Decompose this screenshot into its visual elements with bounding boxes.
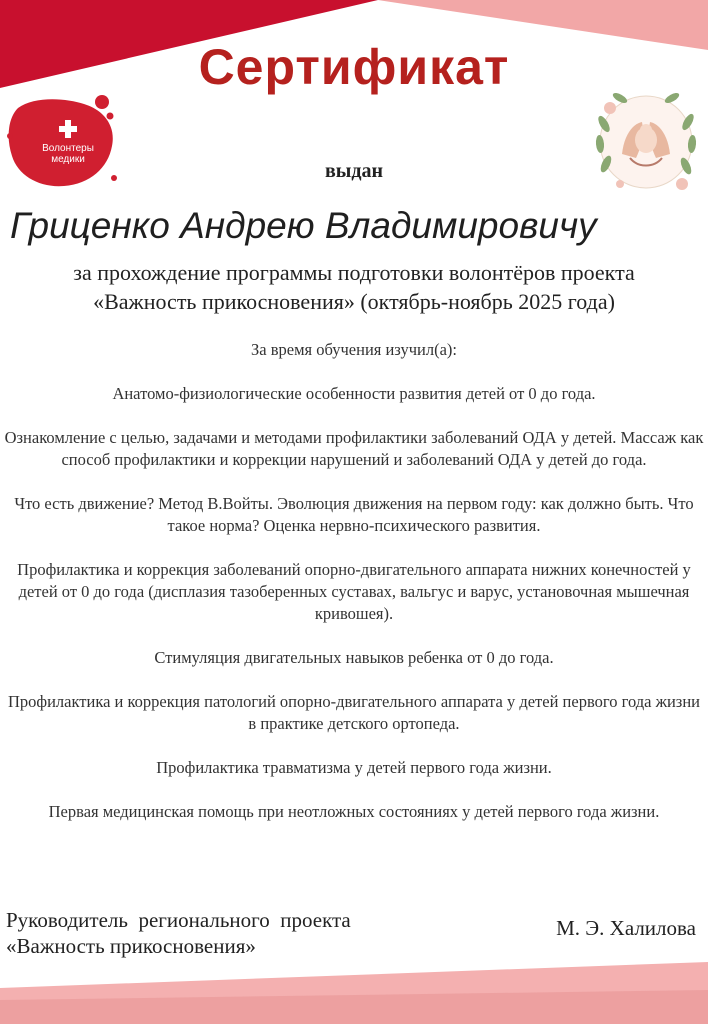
topic-item: Что есть движение? Метод В.Войты. Эволюция движения на первом году: как должно быть. Что такое норма? Оценка нервно-психического развития.: [14, 494, 694, 535]
topic-item: Профилактика травматизма у детей первого года жизни.: [156, 758, 552, 777]
topic-item: Профилактика и коррекция патологий опорно-двигательного аппарата у детей первого года жизни в практике детского ортопеда.: [7, 692, 700, 733]
signer-position-line-1: Руководитель регионального проекта: [6, 908, 351, 932]
course-topics: [4, 339, 704, 845]
certificate-title: Сертификат: [198, 39, 510, 95]
issued-label: выдан: [324, 160, 384, 182]
program-line-2: «Важность прикосновения» (октябрь-ноябрь 2025 года): [93, 289, 615, 314]
signer-position: [6, 907, 351, 959]
logo-text-line2: медики: [51, 154, 85, 165]
topic-item: Первая медицинская помощь при неотложных состояниях у детей первого года жизни.: [48, 802, 660, 821]
topic-item: Ознакомление с целью, задачами и методами профилактики заболеваний ОДА у детей. Массаж как способ профилактики и коррекции нарушений и заболеваний ОДА у детей до года.: [4, 428, 704, 469]
program-line-1: за прохождение программы подготовки волонтёров проекта: [73, 260, 635, 285]
signer-position-line-2: «Важность прикосновения»: [6, 934, 256, 958]
program-description: [0, 258, 708, 316]
recipient-name: Гриценко Андрею Владимировичу: [10, 205, 597, 246]
logo-text-line1: Волонтеры: [42, 143, 94, 154]
signer-name: М. Э. Халилова: [556, 916, 696, 940]
topic-item: Профилактика и коррекция заболеваний опорно-двигательного аппарата нижних конечностей у детей от 0 до года (дисплазия тазоберенных суставах, вальгус и варус, установочная мышечная кривошея).: [17, 560, 691, 623]
topic-item: Анатомо-физиологические особенности развития детей от 0 до года.: [112, 384, 596, 403]
course-intro: За время обучения изучил(а):: [250, 340, 457, 359]
topic-item: Стимуляция двигательных навыков ребенка от 0 до года.: [154, 648, 554, 667]
